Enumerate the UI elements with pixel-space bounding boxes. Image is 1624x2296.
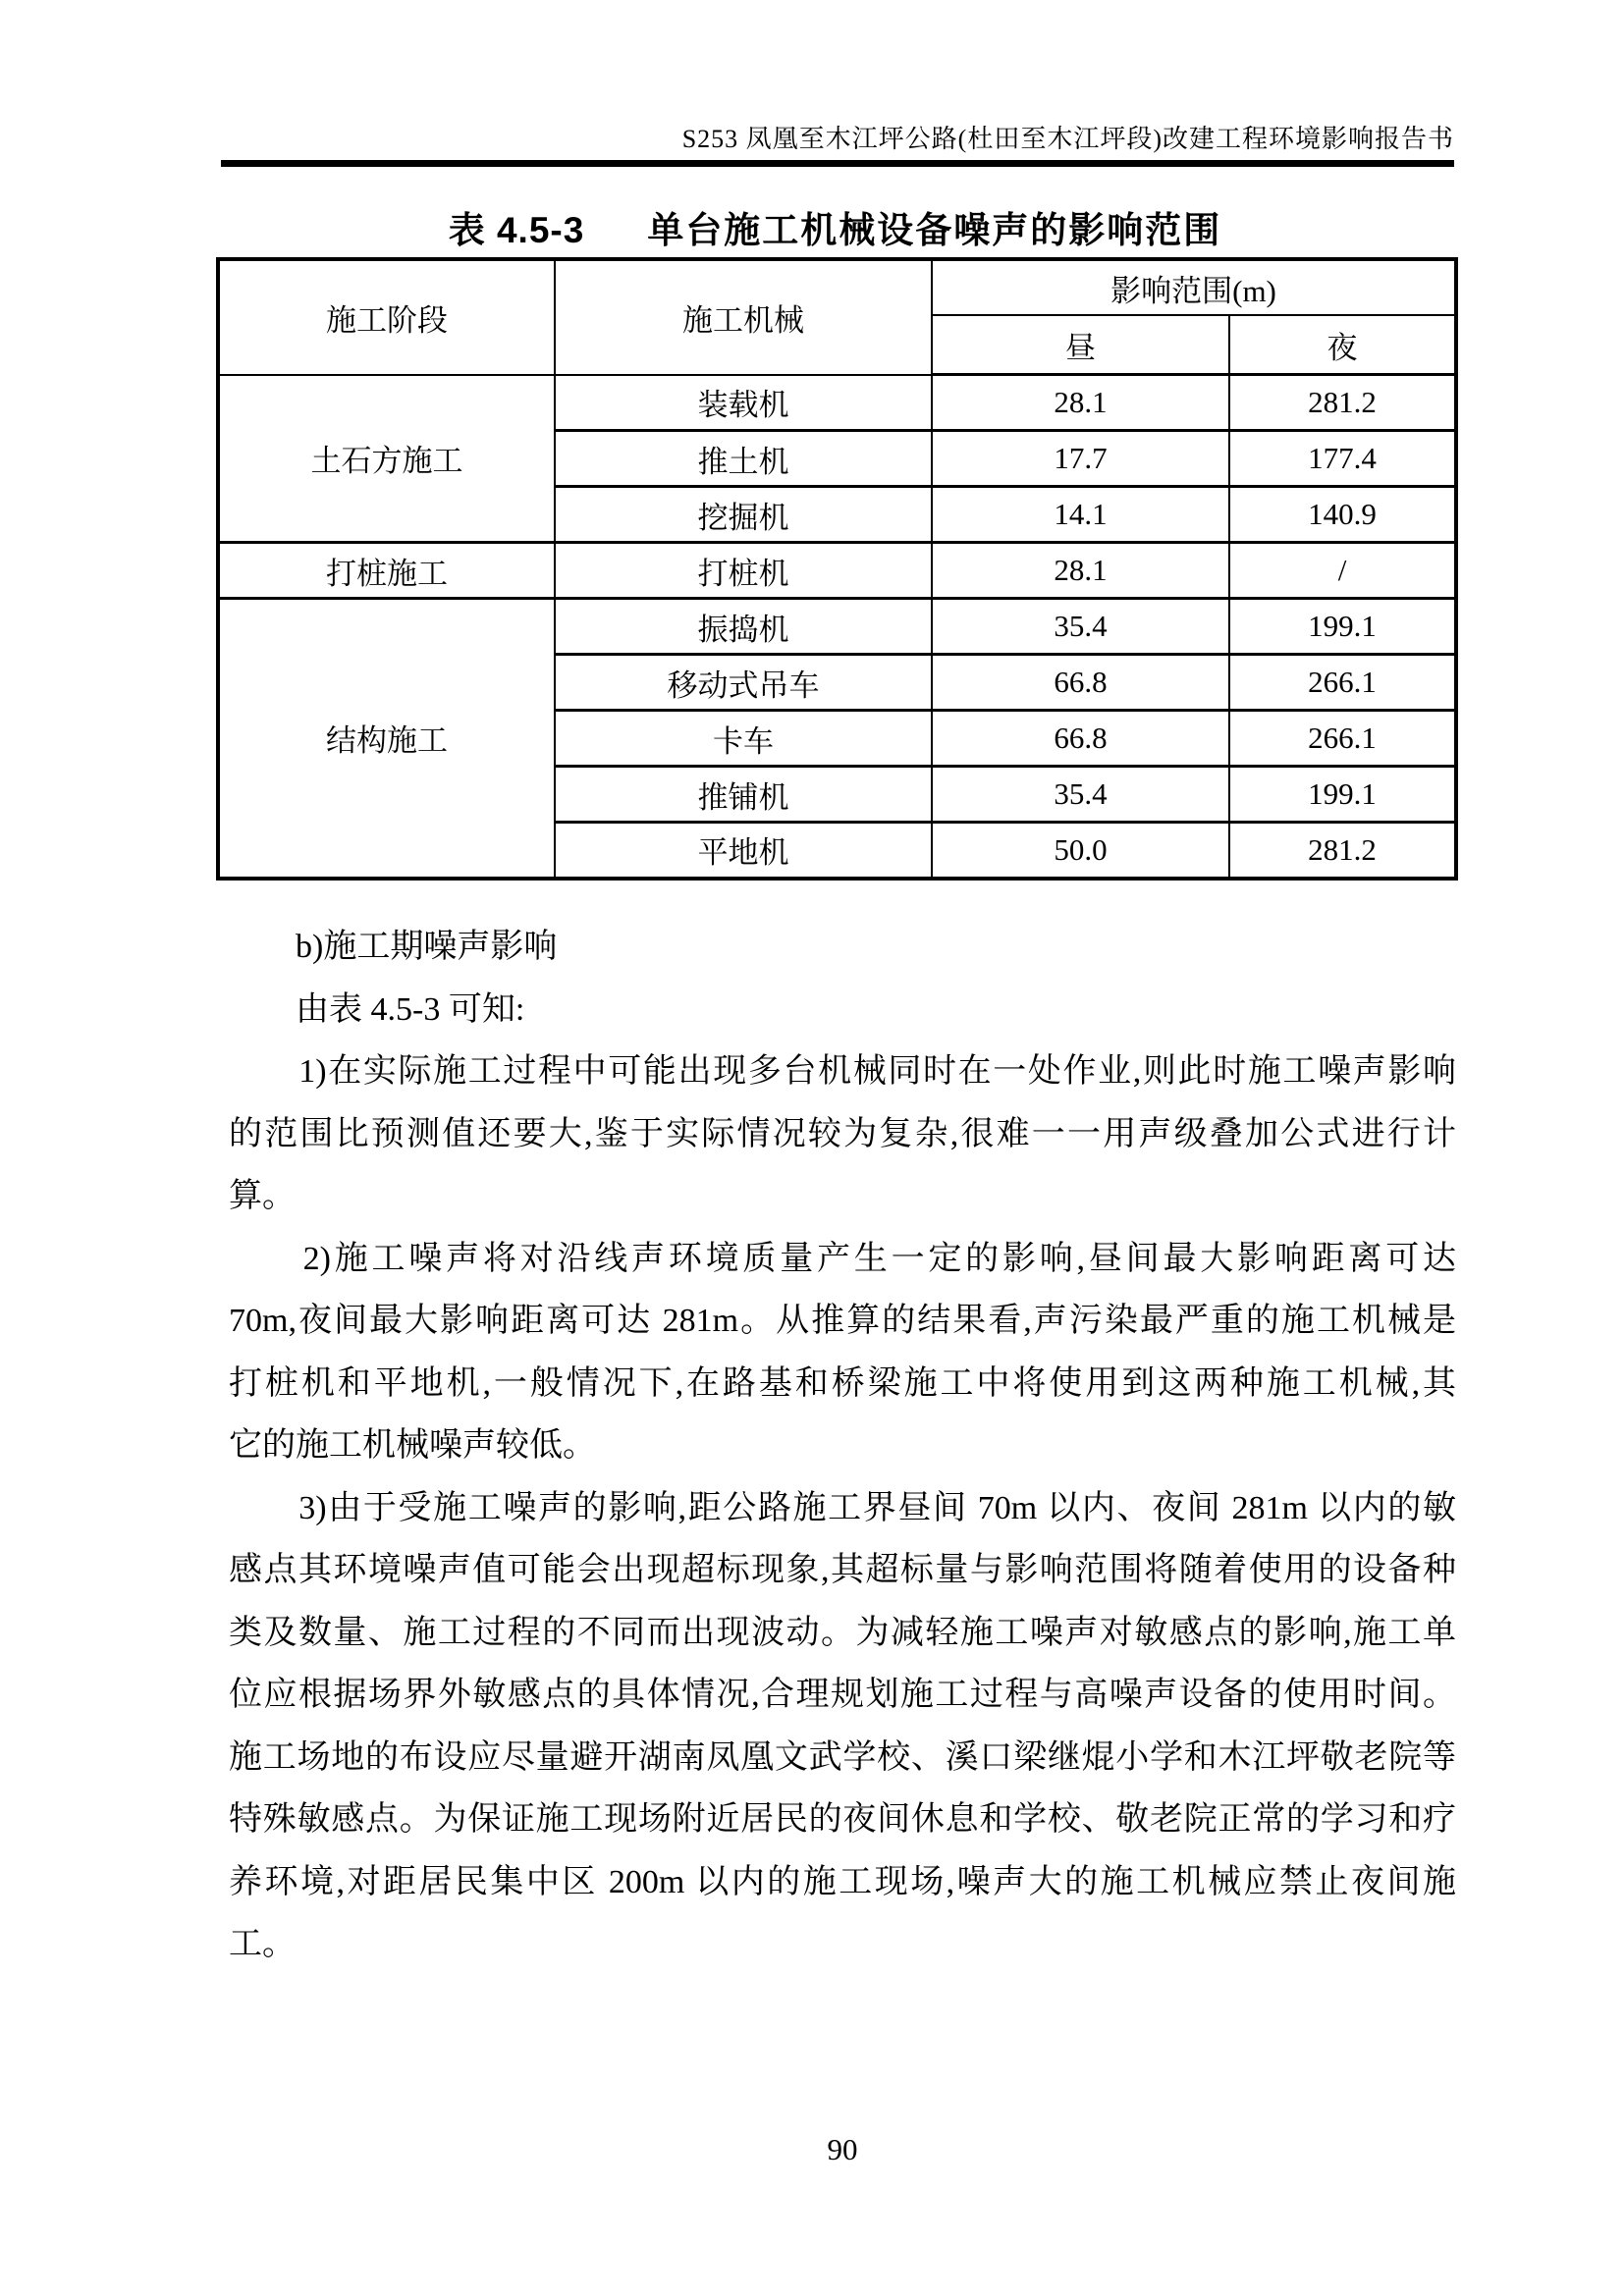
table-caption bbox=[216, 200, 1454, 253]
night-value-cell: 177.4 bbox=[1229, 431, 1456, 487]
machine-cell: 打桩机 bbox=[555, 543, 932, 599]
column-header-range-group: 影响范围(m) bbox=[932, 259, 1456, 315]
night-value-cell: / bbox=[1229, 543, 1456, 599]
body-line: 70m,夜间最大影响距离可达 281m。从推算的结果看,声污染最严重的施工机械是 bbox=[229, 1303, 1456, 1339]
column-header-night: 夜 bbox=[1229, 315, 1456, 375]
machine-cell: 移动式吊车 bbox=[555, 655, 932, 711]
column-header-stage: 施工阶段 bbox=[218, 259, 555, 375]
day-value-cell: 35.4 bbox=[932, 599, 1229, 655]
night-value-cell: 199.1 bbox=[1229, 599, 1456, 655]
body-line: 感点其环境噪声值可能会出现超标现象,其超标量与影响范围将随着使用的设备种 bbox=[229, 1552, 1456, 1588]
body-line: 算。 bbox=[229, 1178, 296, 1214]
body-line: 1)在实际施工过程中可能出现多台机械同时在一处作业,则此时施工噪声影响 bbox=[229, 1053, 1456, 1090]
machine-cell: 卡车 bbox=[555, 711, 932, 767]
night-value-cell: 266.1 bbox=[1229, 655, 1456, 711]
machine-cell: 挖掘机 bbox=[555, 487, 932, 543]
page-number: 90 bbox=[827, 2132, 858, 2166]
night-value-cell: 199.1 bbox=[1229, 767, 1456, 823]
day-value-cell: 50.0 bbox=[932, 823, 1229, 879]
machine-cell: 平地机 bbox=[555, 823, 932, 879]
column-header-day: 昼 bbox=[932, 315, 1229, 375]
table-row bbox=[218, 599, 1456, 655]
table-body bbox=[218, 375, 1456, 879]
body-line: 施工场地的布设应尽量避开湖南凤凰文武学校、溪口梁继焜小学和木江坪敬老院等 bbox=[229, 1738, 1456, 1776]
body-line: 由表 4.5-3 可知: bbox=[229, 990, 525, 1028]
day-value-cell: 28.1 bbox=[932, 543, 1229, 599]
body-line: 的范围比预测值还要大,鉴于实际情况较为复杂,很难一一用声级叠加公式进行计 bbox=[229, 1115, 1456, 1152]
machine-cell: 振捣机 bbox=[555, 599, 932, 655]
table-header bbox=[218, 259, 1456, 375]
body-line: 类及数量、施工过程的不同而出现波动。为减轻施工噪声对敏感点的影响,施工单 bbox=[229, 1614, 1456, 1651]
day-value-cell: 66.8 bbox=[932, 655, 1229, 711]
body-line: 打桩机和平地机,一般情况下,在路基和桥梁施工中将使用到这两种施工机械,其 bbox=[229, 1364, 1456, 1402]
body-line: 它的施工机械噪声较低。 bbox=[229, 1427, 596, 1464]
table-row bbox=[218, 543, 1456, 599]
night-value-cell: 281.2 bbox=[1229, 823, 1456, 879]
header-rule bbox=[221, 160, 1454, 167]
night-value-cell: 266.1 bbox=[1229, 711, 1456, 767]
column-header-machine: 施工机械 bbox=[555, 259, 932, 375]
body-line: 养环境,对距居民集中区 200m 以内的施工现场,噪声大的施工机械应禁止夜间施 bbox=[229, 1863, 1456, 1900]
body-line: 3)由于受施工噪声的影响,距公路施工界昼间 70m 以内、夜间 281m 以内的敏 bbox=[229, 1489, 1456, 1526]
body-line: b)施工期噪声影响 bbox=[229, 929, 558, 965]
table-caption-text: 单台施工机械设备噪声的影响范围 bbox=[647, 210, 1222, 250]
machine-cell: 推铺机 bbox=[555, 767, 932, 823]
stage-cell: 打桩施工 bbox=[218, 543, 555, 599]
body-line: 特殊敏感点。为保证施工现场附近居民的夜间休息和学校、敬老院正常的学习和疗 bbox=[229, 1801, 1456, 1838]
body-line: 2)施工噪声将对沿线声环境质量产生一定的影响,昼间最大影响距离可达 bbox=[229, 1240, 1456, 1277]
machine-cell: 推土机 bbox=[555, 431, 932, 487]
table-caption-number: 表 4.5-3 bbox=[448, 210, 585, 250]
day-value-cell: 66.8 bbox=[932, 711, 1229, 767]
day-value-cell: 14.1 bbox=[932, 487, 1229, 543]
machine-cell: 装载机 bbox=[555, 375, 932, 431]
table-row bbox=[218, 375, 1456, 431]
day-value-cell: 17.7 bbox=[932, 431, 1229, 487]
night-value-cell: 281.2 bbox=[1229, 375, 1456, 431]
running-header-title: S253 凤凰至木江坪公路(杜田至木江坪段)改建工程环境影响报告书 bbox=[681, 125, 1454, 153]
body-line: 工。 bbox=[229, 1926, 296, 1962]
body-line: 位应根据场界外敏感点的具体情况,合理规划施工过程与高噪声设备的使用时间。 bbox=[229, 1677, 1456, 1713]
noise-impact-table bbox=[216, 257, 1458, 881]
body-text bbox=[229, 916, 1456, 1976]
stage-cell: 土石方施工 bbox=[218, 375, 555, 543]
night-value-cell: 140.9 bbox=[1229, 487, 1456, 543]
day-value-cell: 35.4 bbox=[932, 767, 1229, 823]
stage-cell: 结构施工 bbox=[218, 599, 555, 879]
day-value-cell: 28.1 bbox=[932, 375, 1229, 431]
